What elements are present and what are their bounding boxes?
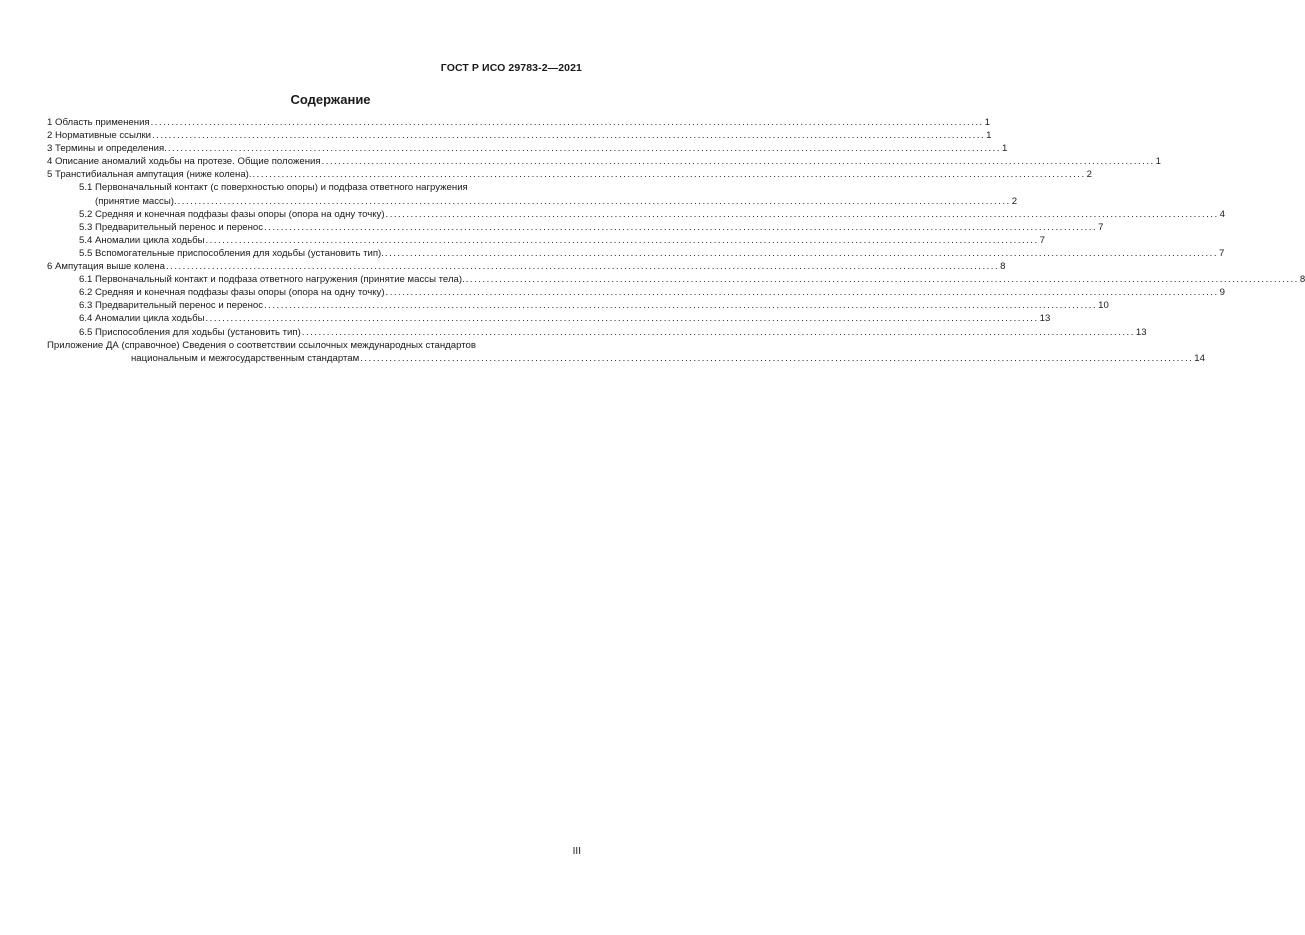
toc-entry-text: 6.1 Первоначальный контакт и подфаза ответного нагружения (принятие массы тела). — [79, 274, 465, 286]
toc-entry-text: 5.1 Первоначальный контакт (с поверхностью опоры) и подфаза ответного нагружения — [79, 182, 468, 194]
toc-entry-page: 10 — [1098, 300, 1109, 312]
leader-dots: ........................................................................................................................................................................................................ — [360, 352, 1194, 364]
toc-entry-page: 9 — [1219, 287, 1225, 299]
toc-entry-3[interactable] — [47, 142, 1008, 155]
toc-entry-page: 7 — [1219, 247, 1225, 259]
toc-entry-5-5[interactable] — [47, 247, 1225, 260]
toc-entry-page: 14 — [1194, 352, 1205, 364]
toc-entry-page: 1 — [1001, 143, 1008, 155]
leader-dots: ........................................................................................................................................................................................................ — [205, 313, 1039, 325]
toc-entry-1[interactable] — [47, 116, 991, 129]
leader-dots: ........................................................................................................................................................................................................ — [264, 221, 1098, 233]
toc-entry-text: 5.3 Предварительный перенос и перенос — [79, 221, 264, 233]
toc-entry-5-1-line1[interactable] — [47, 181, 583, 194]
toc-entry-4[interactable] — [47, 155, 1161, 168]
page-title: Содержание — [290, 92, 371, 107]
toc-entry-6-5[interactable] — [47, 326, 1147, 339]
toc-entry-text: 5.4 Аномалии цикла ходьбы — [79, 234, 205, 246]
toc-entry-text: 3 Термины и определения. — [47, 143, 167, 155]
toc-entry-5-1-line2[interactable] — [47, 195, 1018, 208]
toc-entry-page: 7 — [1039, 234, 1045, 246]
toc-entry-appendix-line2[interactable] — [47, 352, 1205, 365]
toc-entry-text: 6.5 Приспособления для ходьбы (установить тип) — [79, 326, 301, 338]
toc-entry-text: 2 Нормативные ссылки — [47, 130, 152, 142]
leader-dots: ........................................................................................................................................................................................................ — [301, 326, 1135, 338]
toc-entry-text: 6 Ампутация выше колена — [47, 261, 166, 273]
page-number: III — [572, 846, 581, 857]
toc-entry-page: 1 — [986, 130, 992, 142]
toc-entry-text: национальным и межгосударственным стандартам — [131, 352, 360, 364]
toc-entry-text: 6.2 Средняя и конечная подфазы фазы опоры (опора на одну точку) — [79, 287, 385, 299]
toc-entry-page: 1 — [1155, 156, 1161, 168]
toc-entry-5-4[interactable] — [47, 234, 1045, 247]
leader-dots: ........................................................................................................................................................................................................ — [150, 117, 984, 128]
toc-entry-6-2[interactable] — [47, 286, 1225, 299]
leader-dots: ........................................................................................................................................................................................................ — [167, 143, 1001, 155]
toc-entry-2[interactable] — [47, 129, 992, 142]
leader-dots: ........................................................................................................................................................................................................ — [252, 169, 1086, 181]
toc-entry-page: 8 — [1000, 261, 1006, 273]
toc-entry-6-1[interactable] — [47, 273, 1305, 286]
table-of-contents — [47, 116, 1305, 365]
toc-entry-page: 4 — [1219, 208, 1225, 220]
toc-entry-text: 5.5 Вспомогательные приспособления для ходьбы (установить тип). — [79, 247, 384, 259]
leader-dots: ........................................................................................................................................................................................................ — [321, 156, 1155, 168]
toc-entry-text: 6.4 Аномалии цикла ходьбы — [79, 313, 205, 325]
leader-dots: ........................................................................................................................................................................................................ — [205, 234, 1039, 246]
toc-entry-page: 13 — [1039, 313, 1051, 325]
toc-entry-text: 1 Область применения — [47, 117, 150, 128]
toc-entry-text: 4 Описание аномалий ходьбы на протезе. Общие положения — [47, 156, 321, 168]
toc-entry-6-4[interactable] — [47, 312, 1051, 325]
leader-dots: ........................................................................................................................................................................................................ — [385, 208, 1219, 220]
toc-entry-5[interactable] — [47, 168, 1092, 181]
toc-entry-page: 1 — [984, 117, 991, 128]
toc-entry-5-3[interactable] — [47, 221, 1104, 234]
leader-dots: ........................................................................................................................................................................................................ — [152, 130, 986, 142]
toc-entry-6[interactable] — [47, 260, 1006, 273]
toc-entry-appendix-line1[interactable] — [47, 339, 583, 352]
toc-entry-6-3[interactable] — [47, 299, 1109, 312]
toc-entry-5-2[interactable] — [47, 208, 1225, 221]
toc-entry-page: 13 — [1135, 326, 1147, 338]
toc-entry-text: Приложение ДА (справочное) Сведения о соответствии ссылочных международных стандартов — [47, 339, 476, 351]
leader-dots: ........................................................................................................................................................................................................ — [166, 261, 1000, 273]
toc-entry-text: 5 Транстибиальная ампутация (ниже колена). — [47, 169, 252, 181]
document-id: ГОСТ Р ИСО 29783-2—2021 — [440, 62, 582, 74]
leader-dots: ........................................................................................................................................................................................................ — [264, 300, 1098, 312]
toc-entry-text: 5.2 Средняя и конечная подфазы фазы опоры (опора на одну точку) — [79, 208, 385, 220]
toc-entry-page: 7 — [1098, 221, 1104, 233]
leader-dots: ........................................................................................................................................................................................................ — [465, 274, 1299, 286]
leader-dots: ........................................................................................................................................................................................................ — [385, 287, 1219, 299]
leader-dots: ........................................................................................................................................................................................................ — [177, 195, 1011, 207]
toc-entry-page: 2 — [1011, 195, 1018, 207]
leader-dots: ........................................................................................................................................................................................................ — [384, 247, 1219, 259]
toc-entry-text: 6.3 Предварительный перенос и перенос — [79, 300, 264, 312]
toc-entry-page: 2 — [1086, 169, 1092, 181]
toc-entry-page: 8 — [1299, 274, 1305, 286]
toc-entry-text: (принятие массы). — [95, 195, 177, 207]
